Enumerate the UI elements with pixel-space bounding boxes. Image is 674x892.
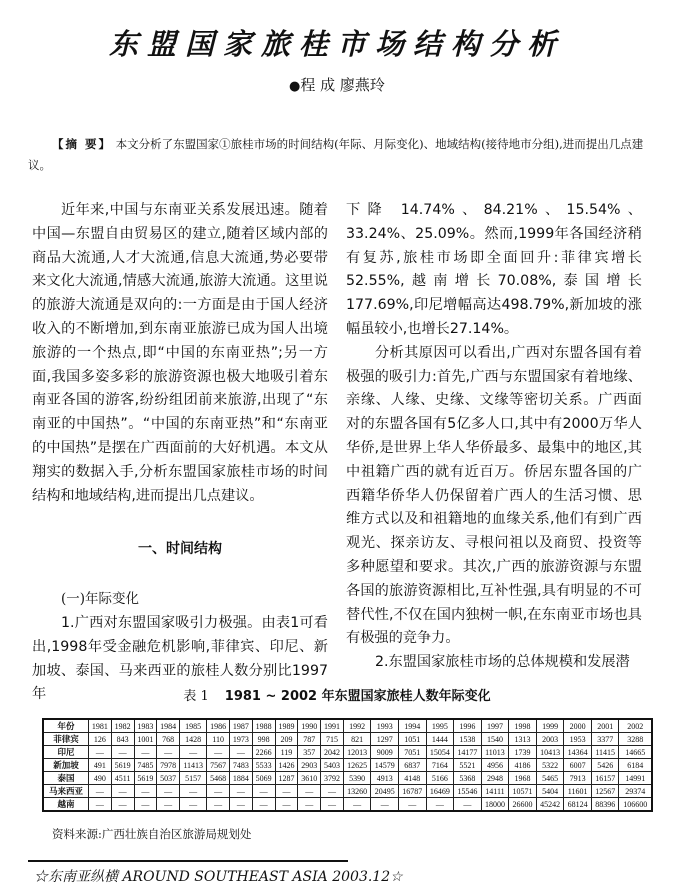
table-cell: 491: [89, 759, 112, 772]
journal-footer: ☆东南亚纵横 AROUND SOUTHEAST ASIA 2003.12☆: [34, 869, 403, 885]
table-header-row: [43, 719, 652, 733]
table-cell: —: [371, 798, 399, 812]
table-cell: 26600: [509, 798, 537, 812]
table-cell: 5166: [426, 772, 454, 785]
header-year-cell: 1995: [426, 719, 454, 733]
continuation-paragraph: 下降 14.74%、84.21%、15.54%、33.24%、25.09%。然而,1999年各国经济稍有复苏,旅桂市场即全面回升:菲律宾增长52.55%,越南增长70.08%,泰国增长177.69%,印尼增幅高达498.79%,新加坡的涨幅虽较小,也增长27.14%。: [346, 202, 642, 337]
table-cell: 1313: [509, 733, 537, 746]
table-cell: 1444: [426, 733, 454, 746]
header-year-cell: 1989: [275, 719, 298, 733]
table-number: 表 1: [183, 689, 209, 704]
table-cell: 5157: [180, 772, 207, 785]
table-cell: —: [111, 785, 134, 798]
abstract: [28, 134, 648, 176]
table-cell: —: [89, 798, 112, 812]
header-year-cell: 1986: [207, 719, 230, 733]
header-year-cell: 1993: [371, 719, 399, 733]
table-cell: —: [134, 785, 157, 798]
table-cell: 4186: [509, 759, 537, 772]
table-cell: 6837: [398, 759, 426, 772]
table-cell: 45242: [536, 798, 564, 812]
table-cell: 4148: [398, 772, 426, 785]
header-year-cell: 1984: [157, 719, 180, 733]
table-cell: —: [230, 785, 253, 798]
tourist-arrivals-table: [42, 718, 653, 812]
analysis-paragraph: 分析其原因可以看出,广西对东盟各国有着极强的吸引力:首先,广西与东盟国家有着地缘、亲缘、人缘、史缘、文缘等密切关系。广西面对的东盟各国有5亿多人口,其中有2000万华人华侨,是世界上华人华侨最多、最集中的地区,其中祖籍广西的就有近百万。侨居东盟各国的广西籍华侨华人仍保留着广西人的生活习惯、思维方式以及和祖籍地的血缘关系,他们有到广西观光、探亲访友、寻根问祖以及商贸、投资等多种愿望和要求。其次,广西的旅游资源与东盟各国的旅游资源相比,互补性强,具有明显的不可替代性,不仅在国内独树一帜,在东南亚市场也具有极强的竞争力。: [346, 344, 642, 647]
table-cell: 1538: [454, 733, 482, 746]
abstract-text: 本文分析了东盟国家①旅桂市场的时间结构(年际、月际变化)、地域结构(接待地市分组),进而提出几点建议。: [28, 137, 644, 172]
article-title: 东盟国家旅桂市场结构分析: [108, 27, 565, 61]
table-cell: 5069: [252, 772, 275, 785]
table-row: [43, 759, 652, 772]
row-country-label: 新加坡: [43, 759, 89, 772]
table-cell: 11415: [591, 746, 619, 759]
table-cell: 1973: [230, 733, 253, 746]
table-cell: 3792: [321, 772, 344, 785]
point-1-paragraph: 1.广西对东盟国家吸引力极强。由表1可看出,1998年受金融危机影响,菲律宾、印尼、新加坡、泰国、马来西亚的旅桂人数分别比1997年: [32, 614, 328, 703]
header-year-cell: 1996: [454, 719, 482, 733]
table-cell: 110: [207, 733, 230, 746]
table-cell: 29374: [619, 785, 652, 798]
header-year-label: 年份: [43, 719, 89, 733]
table-cell: 14579: [371, 759, 399, 772]
table-cell: 715: [321, 733, 344, 746]
left-column: [32, 199, 328, 707]
table-cell: 12013: [343, 746, 371, 759]
table-cell: 14177: [454, 746, 482, 759]
table-cell: 4913: [371, 772, 399, 785]
table-cell: —: [180, 746, 207, 759]
right-column: [346, 199, 642, 675]
table-cell: —: [343, 798, 371, 812]
table-cell: 2042: [321, 746, 344, 759]
table-cell: 1884: [230, 772, 253, 785]
table-cell: —: [230, 746, 253, 759]
table-cell: 7567: [207, 759, 230, 772]
table-cell: 119: [275, 746, 298, 759]
table-cell: —: [157, 746, 180, 759]
table-cell: 4956: [481, 759, 509, 772]
table-cell: —: [89, 785, 112, 798]
table-cell: 14364: [564, 746, 592, 759]
table-cell: 1953: [564, 733, 592, 746]
table-cell: 15054: [426, 746, 454, 759]
table-cell: —: [398, 798, 426, 812]
table-cell: 3288: [619, 733, 652, 746]
header-year-cell: 1983: [134, 719, 157, 733]
table-cell: 998: [252, 733, 275, 746]
table-cell: 16157: [591, 772, 619, 785]
table-cell: —: [157, 785, 180, 798]
table-cell: 2903: [298, 759, 321, 772]
table-cell: 6007: [564, 759, 592, 772]
table-cell: —: [252, 785, 275, 798]
table-cell: 11601: [564, 785, 592, 798]
table-cell: 7483: [230, 759, 253, 772]
table-cell: 20495: [371, 785, 399, 798]
row-country-label: 泰国: [43, 772, 89, 785]
table-cell: 1968: [509, 772, 537, 785]
table-cell: 209: [275, 733, 298, 746]
table-cell: 1001: [134, 733, 157, 746]
table-cell: 11413: [180, 759, 207, 772]
bullet-icon: ●: [289, 79, 301, 94]
table-cell: 12567: [591, 785, 619, 798]
table-cell: —: [207, 746, 230, 759]
header-year-cell: 1990: [298, 719, 321, 733]
table-cell: 5403: [321, 759, 344, 772]
table-cell: —: [157, 798, 180, 812]
table-cell: 5426: [591, 759, 619, 772]
header-year-cell: 1981: [89, 719, 112, 733]
point-2-paragraph: 2.东盟国家旅桂市场的总体规模和发展潜: [375, 654, 630, 671]
table-cell: 5390: [343, 772, 371, 785]
table-cell: 5468: [207, 772, 230, 785]
row-country-label: 马来西亚: [43, 785, 89, 798]
table-cell: —: [180, 785, 207, 798]
table-cell: 2948: [481, 772, 509, 785]
table-cell: 10413: [536, 746, 564, 759]
footer-divider: [28, 860, 348, 862]
table-caption: [0, 685, 674, 704]
table-cell: 357: [298, 746, 321, 759]
table-row: [43, 772, 652, 785]
table-cell: —: [275, 798, 298, 812]
header-year-cell: 1991: [321, 719, 344, 733]
table-cell: 6184: [619, 759, 652, 772]
table-cell: 3610: [298, 772, 321, 785]
table-cell: 1051: [398, 733, 426, 746]
table-title: 1981 ~ 2002 年东盟国家旅桂人数年际变化: [224, 689, 491, 704]
table-cell: 5619: [111, 759, 134, 772]
table-cell: 14665: [619, 746, 652, 759]
table-cell: —: [207, 798, 230, 812]
table-row: [43, 733, 652, 746]
table-cell: 5368: [454, 772, 482, 785]
table-cell: —: [252, 798, 275, 812]
table-cell: 490: [89, 772, 112, 785]
article-authors: [0, 74, 674, 95]
table-cell: 768: [157, 733, 180, 746]
header-year-cell: 1985: [180, 719, 207, 733]
row-country-label: 越南: [43, 798, 89, 812]
table-cell: 126: [89, 733, 112, 746]
table-cell: 12625: [343, 759, 371, 772]
table-cell: 106600: [619, 798, 652, 812]
author-names: 程 成 廖燕玲: [300, 76, 385, 94]
header-year-cell: 2001: [591, 719, 619, 733]
table-cell: 5322: [536, 759, 564, 772]
table-cell: 7051: [398, 746, 426, 759]
table-cell: 3377: [591, 733, 619, 746]
table-cell: 13260: [343, 785, 371, 798]
table-cell: 18000: [481, 798, 509, 812]
table-cell: 10571: [509, 785, 537, 798]
header-year-cell: 1998: [509, 719, 537, 733]
header-year-cell: 1994: [398, 719, 426, 733]
subsection-heading: (一)年际变化: [61, 591, 140, 608]
table-cell: 5521: [454, 759, 482, 772]
table-cell: —: [321, 785, 344, 798]
table-row: [43, 746, 652, 759]
table-cell: 1426: [275, 759, 298, 772]
header-year-cell: 2002: [619, 719, 652, 733]
header-year-cell: 1982: [111, 719, 134, 733]
row-country-label: 印尼: [43, 746, 89, 759]
table-row: [43, 785, 652, 798]
table-cell: 4511: [111, 772, 134, 785]
table-cell: 14991: [619, 772, 652, 785]
table-cell: 1297: [371, 733, 399, 746]
header-year-cell: 1999: [536, 719, 564, 733]
table-cell: —: [134, 798, 157, 812]
table-cell: 2003: [536, 733, 564, 746]
table-cell: 7485: [134, 759, 157, 772]
table-cell: 5465: [536, 772, 564, 785]
table-cell: 14111: [481, 785, 509, 798]
table-cell: 1540: [481, 733, 509, 746]
table-cell: —: [275, 785, 298, 798]
intro-paragraph: 近年来,中国与东南亚关系发展迅速。随着中国—东盟自由贸易区的建立,随着区域内部的商品大流通,人才大流通,信息大流通,势必要带来文化大流通,情感大流通,旅游大流通。这里说的旅游大流通是双向的:一方面是由于国人经济收入的不断增加,到东南亚旅游已成为国人出境旅游的一个热点,即“中国的东南亚热”;另一方面,我国多姿多彩的旅游资源也极大地吸引着东南亚各国的游客,纷纷组团前来旅游,出现了“东南亚的中国热”。“中国的东南亚热”和“东南亚的中国热”是摆在广西面前的大好机遇。本文从翔实的数据入手,分析东盟国家旅桂市场的时间结构和地域结构,进而提出几点建议。: [32, 202, 328, 504]
table-cell: —: [230, 798, 253, 812]
table-cell: 16469: [426, 785, 454, 798]
table-cell: 5404: [536, 785, 564, 798]
table-cell: —: [111, 798, 134, 812]
header-year-cell: 1997: [481, 719, 509, 733]
table-cell: 5037: [157, 772, 180, 785]
header-year-cell: 1988: [252, 719, 275, 733]
table-cell: 5533: [252, 759, 275, 772]
table-cell: —: [426, 798, 454, 812]
table-cell: 7164: [426, 759, 454, 772]
table-cell: —: [89, 746, 112, 759]
abstract-label: 【摘 要】: [52, 137, 113, 151]
table-cell: 15546: [454, 785, 482, 798]
table-cell: 843: [111, 733, 134, 746]
table-cell: 7913: [564, 772, 592, 785]
table-row: [43, 798, 652, 812]
table-cell: —: [298, 785, 321, 798]
table-cell: 1428: [180, 733, 207, 746]
table-cell: —: [321, 798, 344, 812]
table-cell: 2266: [252, 746, 275, 759]
table-cell: 9009: [371, 746, 399, 759]
table-cell: —: [180, 798, 207, 812]
table-cell: 7978: [157, 759, 180, 772]
table-cell: —: [298, 798, 321, 812]
table-cell: 5619: [134, 772, 157, 785]
table-cell: 821: [343, 733, 371, 746]
section-heading: 一、时间结构: [138, 541, 222, 558]
table-source: 资料来源:广西壮族自治区旅游局规划处: [52, 827, 252, 841]
table-cell: 1739: [509, 746, 537, 759]
table-cell: 11013: [481, 746, 509, 759]
table-cell: —: [207, 785, 230, 798]
table-cell: 787: [298, 733, 321, 746]
header-year-cell: 1992: [343, 719, 371, 733]
row-country-label: 菲律宾: [43, 733, 89, 746]
table-cell: —: [134, 746, 157, 759]
table-cell: —: [111, 746, 134, 759]
table-cell: 1287: [275, 772, 298, 785]
table-body: [43, 733, 652, 812]
header-year-cell: 2000: [564, 719, 592, 733]
table-cell: —: [454, 798, 482, 812]
table-cell: 68124: [564, 798, 592, 812]
header-year-cell: 1987: [230, 719, 253, 733]
table-cell: 16787: [398, 785, 426, 798]
table-cell: 88396: [591, 798, 619, 812]
